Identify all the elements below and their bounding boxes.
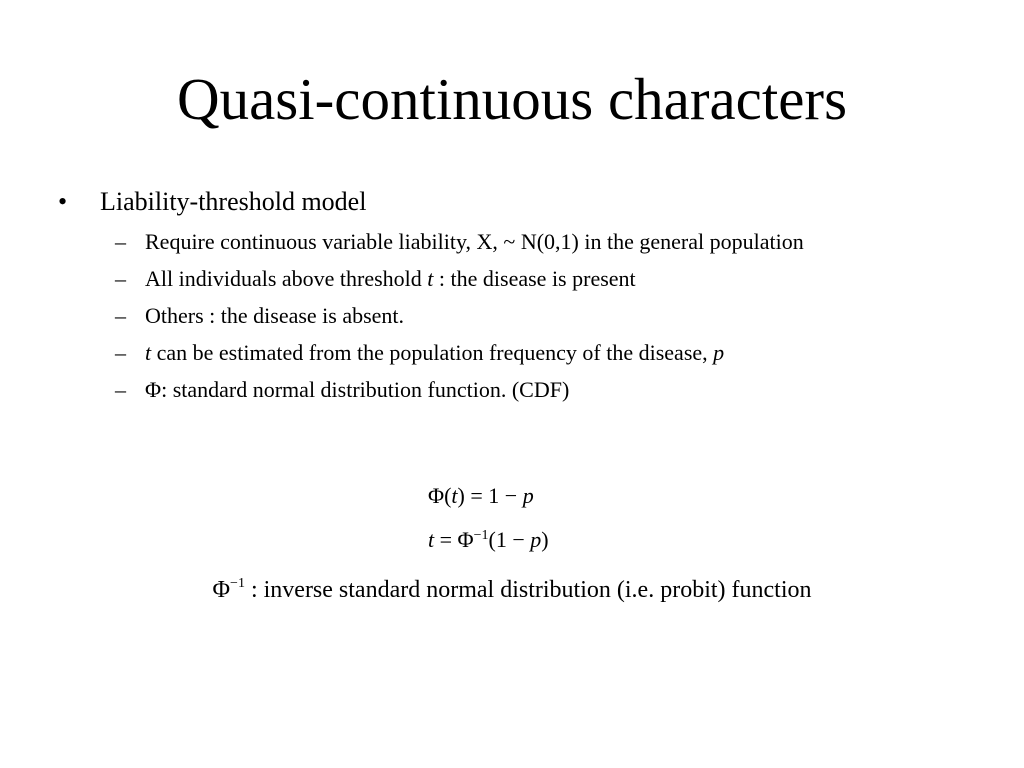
subitem-others-absent (115, 302, 404, 330)
subitem-continuous-liability (115, 228, 804, 256)
subitem-text-after: : the disease is present (433, 266, 636, 291)
subitem-text: Others : the disease is absent. (145, 303, 405, 328)
inverse-superscript: −1 (230, 576, 245, 591)
variable-t: t (427, 266, 434, 291)
subitem-estimate-t (115, 339, 724, 367)
phi-symbol: Φ (428, 483, 445, 508)
dash-icon: – (115, 377, 126, 402)
bullet-liability-threshold (58, 186, 366, 218)
subitem-text: : standard normal distribution function. (CDF) (161, 377, 570, 402)
variable-p: p (530, 527, 542, 552)
subitem-text: Require continuous variable liability, X, ~ N(0,1) in the general population (145, 229, 804, 254)
variable-p: p (522, 483, 534, 508)
bullet-text: Liability-threshold model (100, 187, 367, 216)
paren-open: ( (444, 483, 452, 508)
dash-icon: – (115, 229, 126, 254)
subitem-above-threshold (115, 265, 636, 293)
formula-t-inverse (428, 526, 549, 554)
variable-p: p (713, 340, 725, 365)
variable-t: t (145, 340, 152, 365)
variable-t: t (428, 527, 435, 552)
bullet-icon: • (58, 187, 68, 216)
dash-icon: – (115, 340, 126, 365)
paren-close: ) (541, 527, 549, 552)
variable-t: t (451, 483, 458, 508)
formula-phi-t (428, 482, 534, 510)
subitem-text-before: All individuals above threshold (145, 266, 428, 291)
dash-icon: – (115, 266, 126, 291)
formula-rhs: ) = 1 − (457, 483, 523, 508)
inverse-superscript: −1 (473, 528, 489, 543)
inverse-note (0, 575, 1024, 605)
phi-symbol: Φ (212, 577, 231, 603)
subitem-phi-cdf (115, 376, 569, 404)
dash-icon: – (115, 303, 126, 328)
phi-symbol: Φ (145, 377, 162, 402)
subitem-text-middle: can be estimated from the population frequency of the disease, (151, 340, 714, 365)
paren-open: (1 − (488, 527, 531, 552)
slide-title: Quasi-continuous characters (176, 66, 848, 132)
equals-phi: = Φ (434, 527, 474, 552)
inverse-note-text: : inverse standard normal distribution (i.e. probit) function (244, 577, 812, 603)
